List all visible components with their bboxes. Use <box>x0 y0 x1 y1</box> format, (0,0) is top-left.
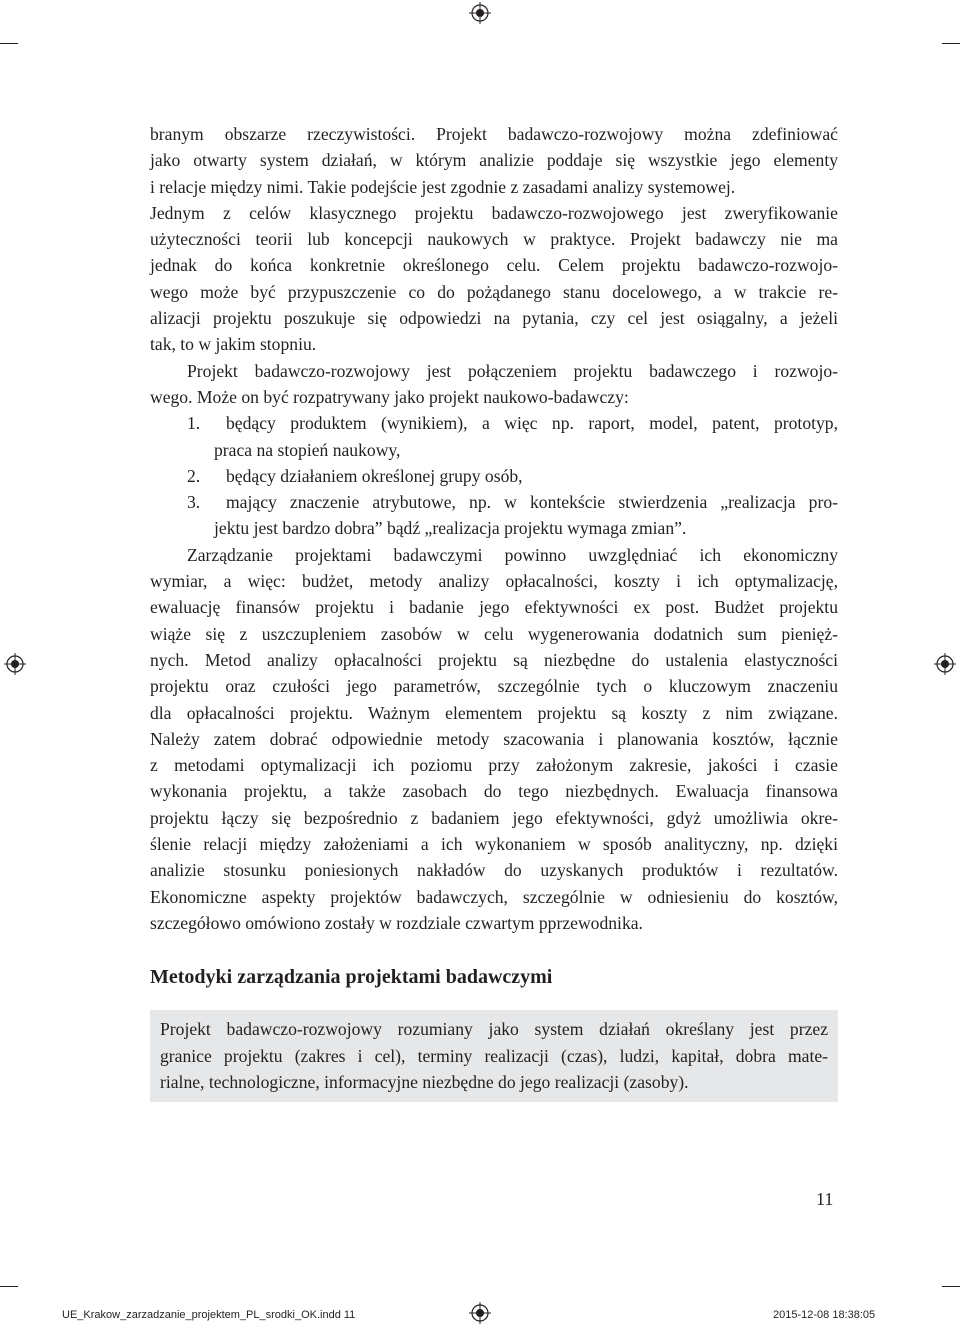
list-number: 1. <box>187 413 201 434</box>
page-content <box>150 121 838 1102</box>
crop-mark <box>0 1286 18 1287</box>
numbered-list <box>150 410 838 541</box>
list-number: 3. <box>187 492 201 513</box>
box-text-line: rialne, technologiczne, informacyjne niezbędne do jego realizacji (zasoby). <box>160 1072 689 1093</box>
text-line: wego. Może on być rozpatrywany jako projekt naukowo-badawczy: <box>150 386 629 407</box>
crop-mark <box>942 43 960 44</box>
text-line: branym obszarze rzeczywistości. Projekt badawczo-rozwojowy można zdefiniować <box>150 124 838 144</box>
list-text: będący działaniem określonej grupy osób, <box>226 465 523 486</box>
text-line: z metodami optymalizacji ich poziomu przy założonym zakresie, jakości i czasie <box>150 755 838 776</box>
list-text-continued: jektu jest bardzo dobra” bądź „realizacja projektu wymaga zmian”. <box>214 518 687 539</box>
text-line: jednak do końca konkretnie określonego celu. Celem projektu badawczo-rozwojo- <box>150 255 838 276</box>
paragraph-2 <box>150 542 838 936</box>
text-line: nych. Metod analizy opłacalności projektu są niezbędne do ustalenia elastyczności <box>150 649 838 670</box>
text-line: jako otwarty system działań, w którym analizie poddaje się wszystkie jego elementy <box>150 150 838 171</box>
text-line: Należy zatem dobrać odpowiednie metody szacowania i planowania kosztów, łącznie <box>150 728 838 749</box>
text-line: dla opłacalności projektu. Ważnym elementem projektu są koszty z nim związane. <box>150 702 838 723</box>
text-line: Zarządzanie projektami badawczymi powinno uwzględniać ich ekonomiczny <box>187 544 838 565</box>
registration-mark-icon <box>4 653 26 675</box>
list-item <box>150 463 838 489</box>
text-line: Projekt badawczo-rozwojowy jest połączeniem projektu badawczego i rozwojo- <box>187 360 838 381</box>
list-item <box>150 410 838 436</box>
text-line: analizie stosunku poniesionych nakładów do uzyskanych produktów i rezultatów. <box>150 860 838 881</box>
registration-mark-icon <box>934 653 956 675</box>
list-item <box>150 489 838 515</box>
text-line: wymiar, a więc: budżet, metody analizy opłacalności, koszty i ich optymalizację, <box>150 571 838 592</box>
text-line: ewaluację finansów projektu i badanie jego efektywności ex post. Budżet projektu <box>150 597 838 618</box>
slug-filename: UE_Krakow_zarzadzanie_projektem_PL_srodki_OK.indd 11 <box>62 1309 356 1321</box>
text-line: tak, to w jakim stopniu. <box>150 334 317 355</box>
text-line: szczegółowo omówiono zostały w rozdziale czwartym pprzewodnika. <box>150 912 643 933</box>
box-text-line: Projekt badawczo-rozwojowy rozumiany jako system działań określany jest przez <box>160 1019 828 1040</box>
paragraph-1 <box>150 121 838 410</box>
text-line: projektu oraz czułości jego parametrów, szczególnie tych o kluczowym znaczeniu <box>150 676 838 697</box>
definition-box <box>150 1010 838 1102</box>
slug-timestamp: 2015-12-08 18:38:05 <box>773 1309 876 1321</box>
registration-mark-icon <box>469 2 491 24</box>
list-number: 2. <box>187 465 201 486</box>
list-text: mający znaczenie atrybutowe, np. w kontekście stwierdzenia „realizacja pro- <box>226 492 838 513</box>
section-heading: Metodyki zarządzania projektami badawczymi <box>150 966 553 989</box>
text-line: ślenie relacji między założeniami a ich wykonaniem w sposób analityczny, np. dzięki <box>150 834 838 855</box>
crop-mark <box>942 1286 960 1287</box>
text-line: wego może być przypuszczenie co do pożądanego stanu docelowego, a w trakcie re- <box>150 281 838 302</box>
text-line: wykonania projektu, a także zasobach do tego niezbędnych. Ewaluacja finansowa <box>150 781 838 802</box>
crop-mark <box>0 43 18 44</box>
text-line: i relacje między nimi. Takie podejście jest zgodnie z zasadami analizy systemowej. <box>150 176 736 197</box>
text-line: projektu łączy się bezpośrednio z badaniem jego efektywności, gdyż umożliwia okre- <box>150 807 838 828</box>
list-text: będący produktem (wynikiem), a więc np. raport, model, patent, prototyp, <box>226 413 838 434</box>
text-line: alizacji projektu poszukuje się odpowiedzi na pytania, czy cel jest osiągalny, a jeżeli <box>150 308 838 329</box>
text-line: Ekonomiczne aspekty projektów badawczych, szczególnie w odniesieniu do kosztów, <box>150 886 838 907</box>
page-number: 11 <box>816 1189 834 1209</box>
box-text-line: granice projektu (zakres i cel), terminy realizacji (czas), ludzi, kapitał, dobra mate- <box>160 1045 828 1066</box>
registration-mark-icon <box>469 1302 491 1324</box>
text-line: Jednym z celów klasycznego projektu badawczo-rozwojowego jest zweryfikowanie <box>150 202 838 223</box>
list-text-continued: praca na stopień naukowy, <box>214 439 401 460</box>
text-line: wiąże się z uszczupleniem zasobów w celu wygenerowania dodatnich sum pienięż- <box>150 623 838 644</box>
text-line: użyteczności teorii lub koncepcji naukowych w praktyce. Projekt badawczy nie ma <box>150 229 838 250</box>
